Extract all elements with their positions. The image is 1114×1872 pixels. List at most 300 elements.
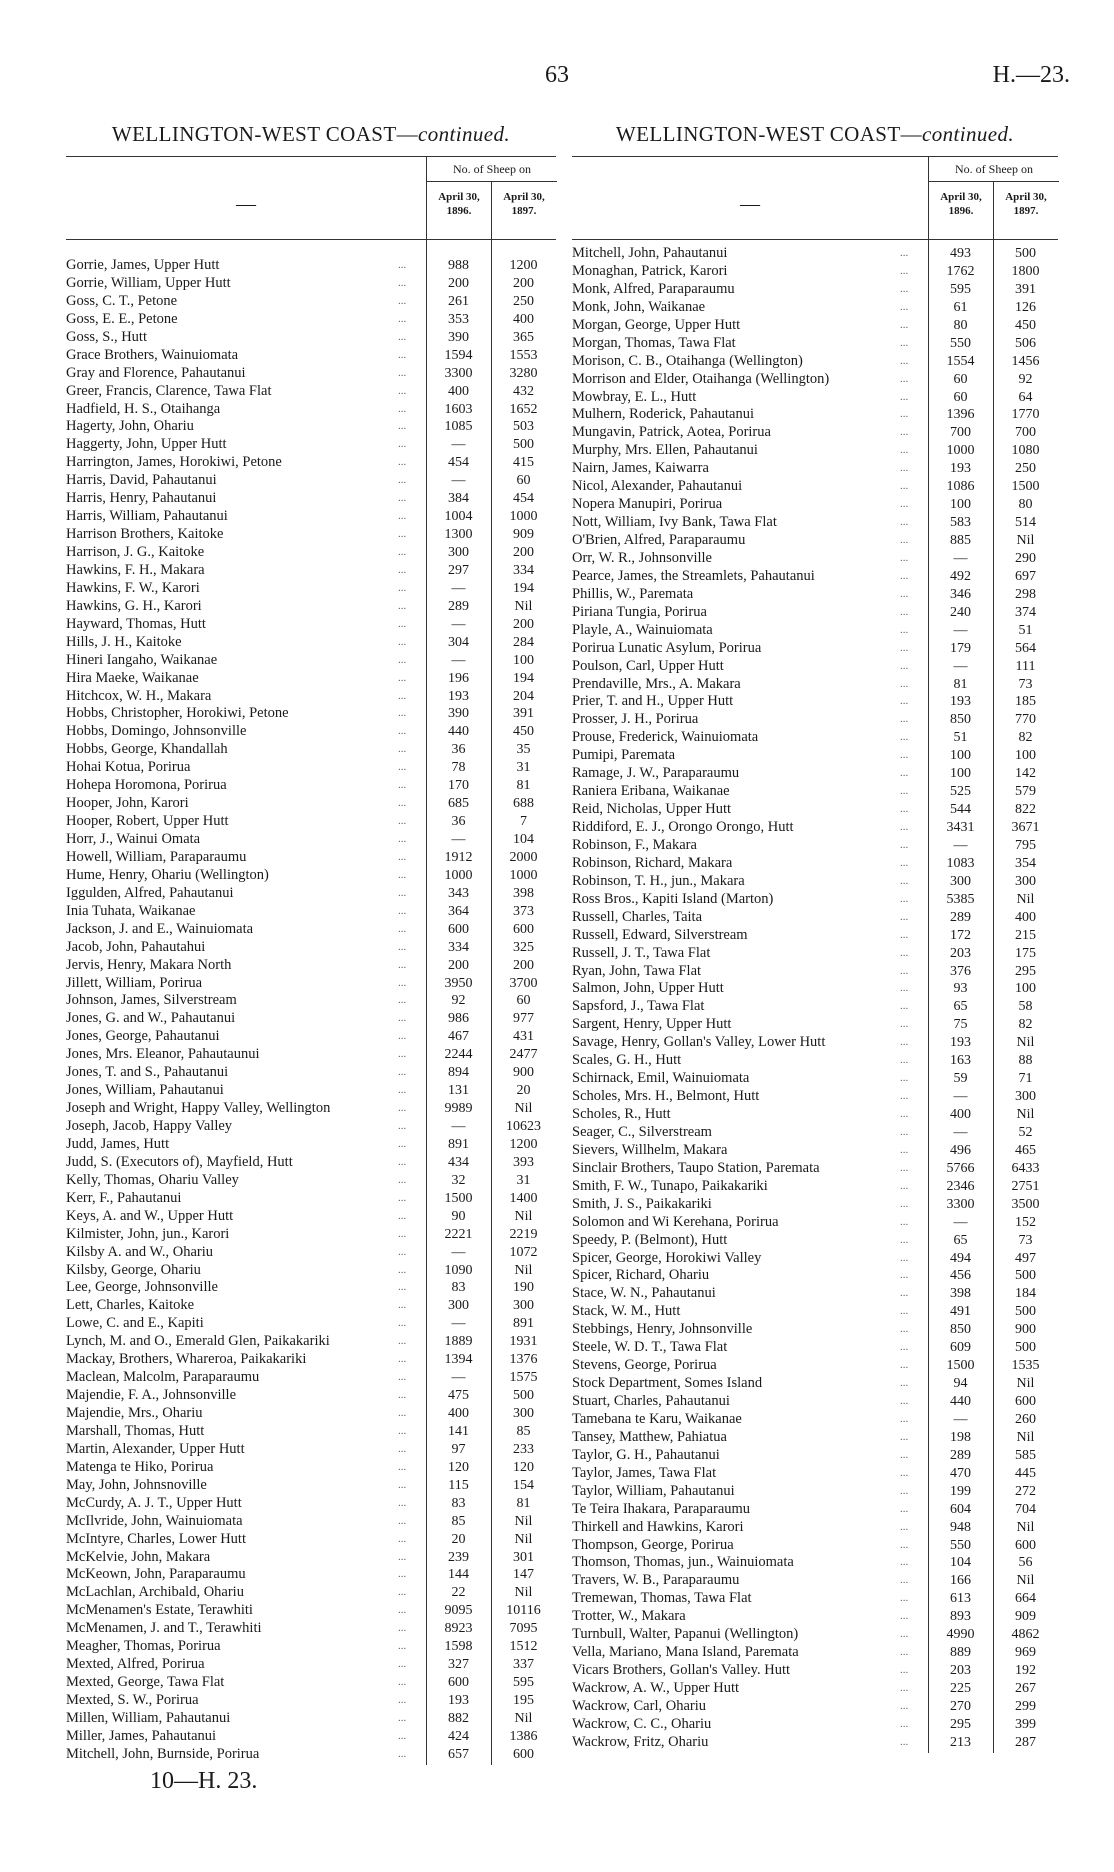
value-1896: 1500 xyxy=(444,1190,473,1206)
leader-dots: ... xyxy=(398,725,407,738)
row-name: Jones, Mrs. Eleanor, Pahautaunui xyxy=(66,1046,260,1063)
leader-dots: ... xyxy=(398,1120,407,1132)
table-row xyxy=(572,371,1058,389)
leader-dots: ... xyxy=(900,498,909,511)
table-row xyxy=(66,849,556,867)
value-1896: 3950 xyxy=(444,975,473,991)
value-1897: Nil xyxy=(514,1585,533,1601)
table-row xyxy=(66,1584,556,1602)
right-header-dash: — xyxy=(740,193,760,215)
leader-dots: ... xyxy=(398,833,407,845)
table-row xyxy=(572,1429,1058,1447)
row-name: Martin, Alexander, Upper Hutt xyxy=(66,1440,245,1457)
table-row xyxy=(572,1393,1058,1411)
table-row xyxy=(572,783,1058,801)
value-1897: 142 xyxy=(1015,766,1036,782)
row-name: Harris, William, Pahautanui xyxy=(66,508,228,525)
row-name: Monaghan, Patrick, Karori xyxy=(572,262,728,279)
value-1897: Nil xyxy=(1016,1035,1035,1051)
table-row xyxy=(66,1692,556,1710)
row-name: Mitchell, John, Pahautanui xyxy=(572,245,728,261)
row-name: Kerr, F., Pahautanui xyxy=(66,1189,182,1206)
value-1897: 909 xyxy=(513,527,534,543)
table-row xyxy=(572,1321,1058,1339)
row-name: Hobbs, Domingo, Johnsonville xyxy=(66,723,247,740)
row-name: McCurdy, A. J. T., Upper Hutt xyxy=(66,1494,242,1511)
value-1896: 213 xyxy=(950,1734,971,1750)
row-name: Jillett, William, Porirua xyxy=(66,974,203,991)
value-1897: 100 xyxy=(1015,981,1036,997)
value-1896: 1300 xyxy=(444,527,473,543)
table-row xyxy=(572,980,1058,998)
row-name: Raniera Eribana, Waikanae xyxy=(572,783,730,800)
row-name: McMenamen, J. and T., Terawhiti xyxy=(66,1620,262,1637)
left-table-body xyxy=(66,257,556,1764)
value-1896: 83 xyxy=(451,1280,466,1296)
leader-dots: ... xyxy=(398,1550,407,1563)
table-row xyxy=(66,436,556,454)
table-row xyxy=(572,658,1058,676)
value-1897: 514 xyxy=(1015,515,1036,531)
value-1896: 550 xyxy=(950,1537,971,1553)
row-name: Salmon, John, Upper Hutt xyxy=(572,980,724,997)
row-name: Pumipi, Paremata xyxy=(572,747,676,764)
row-name: Tamebana te Karu, Waikanae xyxy=(572,1410,742,1427)
value-1897: 250 xyxy=(513,293,534,309)
row-name: Goss, E. E., Petone xyxy=(66,310,178,327)
right-group-label: No. of Sheep on xyxy=(929,157,1059,182)
value-1896: 889 xyxy=(950,1645,971,1661)
value-1897: 497 xyxy=(1015,1250,1036,1266)
right-column xyxy=(572,122,1058,1752)
value-1897: 195 xyxy=(513,1693,534,1708)
row-name: Spicer, Richard, Ohariu xyxy=(572,1267,710,1284)
row-name: Russell, J. T., Tawa Flat xyxy=(572,944,711,961)
value-1896: 59 xyxy=(953,1071,968,1087)
value-1897: 10623 xyxy=(506,1119,541,1134)
table-row xyxy=(66,723,556,741)
row-name: Seager, C., Silverstream xyxy=(572,1123,712,1140)
value-1896: 550 xyxy=(950,335,971,351)
leader-dots: ... xyxy=(900,372,909,385)
leader-dots: ... xyxy=(398,1245,407,1258)
row-name: Savage, Henry, Gollan's Valley, Lower Hutt xyxy=(572,1034,826,1051)
value-1896: 163 xyxy=(950,1053,971,1069)
value-1896: 5766 xyxy=(946,1160,975,1176)
value-1896: 491 xyxy=(950,1304,971,1320)
row-name: Majendie, Mrs., Ohariu xyxy=(66,1405,203,1421)
table-row xyxy=(66,1369,556,1387)
row-name: Judd, S. (Executors of), Mayfield, Hutt xyxy=(66,1153,293,1170)
row-name: Stace, W. N., Pahautanui xyxy=(572,1285,716,1302)
table-row xyxy=(572,765,1058,783)
row-name: Harris, Henry, Pahautanui xyxy=(66,490,217,507)
value-1897: 1000 xyxy=(509,509,538,525)
value-1897: 3280 xyxy=(509,365,538,381)
leader-dots: ... xyxy=(900,1054,909,1067)
value-1896: 199 xyxy=(950,1483,971,1499)
value-1897: 415 xyxy=(513,455,534,471)
row-name: Jervis, Henry, Makara North xyxy=(66,956,232,973)
value-1896: 2221 xyxy=(444,1226,473,1242)
value-1896: 51 xyxy=(953,730,968,746)
table-row xyxy=(66,1118,556,1136)
value-1897: 184 xyxy=(1015,1286,1036,1302)
value-1896: 1598 xyxy=(444,1639,473,1655)
row-name: Sargent, Henry, Upper Hutt xyxy=(572,1016,732,1033)
value-1897: Nil xyxy=(1016,1107,1035,1122)
value-1896: 1762 xyxy=(946,263,975,279)
value-1896: — xyxy=(953,1089,968,1105)
table-row xyxy=(66,939,556,957)
leader-dots: ... xyxy=(398,1066,407,1079)
row-name: Hadfield, H. S., Otaihanga xyxy=(66,400,221,417)
value-1896: 200 xyxy=(448,275,469,291)
leader-dots: ... xyxy=(900,1646,909,1659)
leader-dots: ... xyxy=(900,1592,909,1605)
table-row xyxy=(572,676,1058,694)
value-1896: 1083 xyxy=(946,855,975,871)
leader-dots: ... xyxy=(900,1377,909,1390)
value-1897: Nil xyxy=(1016,533,1035,548)
leader-dots: ... xyxy=(398,922,407,935)
table-row xyxy=(572,281,1058,299)
value-1896: 456 xyxy=(950,1268,971,1284)
table-row xyxy=(572,478,1058,496)
row-name: Horr, J., Wainui Omata xyxy=(66,831,201,847)
value-1897: 6433 xyxy=(1011,1160,1040,1176)
leader-dots: ... xyxy=(900,946,909,959)
table-row xyxy=(66,1028,556,1046)
leader-dots: ... xyxy=(900,264,909,277)
value-1897: 600 xyxy=(513,1746,534,1762)
value-1897: 393 xyxy=(513,1154,534,1170)
row-name: Mulhern, Roderick, Pahautanui xyxy=(572,406,755,423)
value-1897: 200 xyxy=(513,957,534,973)
value-1896: 141 xyxy=(448,1423,469,1439)
table-row xyxy=(66,1602,556,1620)
table-row xyxy=(66,1513,556,1531)
value-1896: 203 xyxy=(950,1663,971,1679)
row-name: Nott, William, Ivy Bank, Tawa Flat xyxy=(572,514,777,531)
row-name: Joseph, Jacob, Happy Valley xyxy=(66,1118,233,1134)
value-1896: 657 xyxy=(448,1746,469,1762)
table-row xyxy=(66,831,556,849)
table-row xyxy=(66,616,556,634)
table-row xyxy=(572,801,1058,819)
value-1897: 1512 xyxy=(509,1639,538,1655)
value-1897: 60 xyxy=(516,473,531,489)
value-1896: 36 xyxy=(451,814,466,830)
table-row xyxy=(66,670,556,688)
row-name: Morgan, Thomas, Tawa Flat xyxy=(572,334,736,351)
leader-dots: ... xyxy=(398,1658,407,1671)
leader-dots: ... xyxy=(900,480,909,493)
table-row xyxy=(66,508,556,526)
row-name: Stack, W. M., Hutt xyxy=(572,1303,681,1320)
value-1897: 82 xyxy=(1018,1017,1033,1033)
row-name: Tremewan, Thomas, Tawa Flat xyxy=(572,1590,752,1607)
value-1897: 120 xyxy=(513,1459,534,1475)
page-number: 63 xyxy=(545,62,569,88)
table-row xyxy=(572,1447,1058,1465)
table-row xyxy=(572,729,1058,747)
leader-dots: ... xyxy=(398,1191,407,1204)
row-name: Scholes, Mrs. H., Belmont, Hutt xyxy=(572,1088,760,1105)
right-col-1897-header: April 30, 1897. xyxy=(993,182,1058,239)
value-1896: — xyxy=(451,1370,466,1386)
value-1896: 440 xyxy=(950,1394,971,1409)
leader-dots: ... xyxy=(900,1197,909,1210)
value-1896: 327 xyxy=(448,1657,469,1673)
row-name: Vella, Mariano, Mana Island, Paremata xyxy=(572,1644,799,1661)
value-1896: 304 xyxy=(448,634,469,650)
table-row xyxy=(66,1010,556,1028)
row-name: Inia Tuhata, Waikanae xyxy=(66,902,196,919)
value-1897: 579 xyxy=(1015,784,1036,800)
row-name: Sinclair Brothers, Taupo Station, Paremata xyxy=(572,1159,820,1176)
table-row xyxy=(572,299,1058,317)
value-1896: — xyxy=(953,1124,968,1140)
value-1897: 1000 xyxy=(509,867,538,883)
leader-dots: ... xyxy=(900,1682,909,1694)
leader-dots: ... xyxy=(900,354,909,367)
table-row xyxy=(572,1608,1058,1626)
leader-dots: ... xyxy=(398,1030,407,1043)
value-1897: Nil xyxy=(514,1101,533,1117)
leader-dots: ... xyxy=(900,821,909,833)
value-1897: 891 xyxy=(513,1316,534,1332)
table-row xyxy=(572,1465,1058,1483)
value-1897: 51 xyxy=(1018,622,1033,638)
leader-dots: ... xyxy=(900,785,909,798)
row-name: Lynch, M. and O., Emerald Glen, Paikakariki xyxy=(66,1333,330,1350)
leader-dots: ... xyxy=(398,1478,407,1491)
value-1896: 3431 xyxy=(946,820,975,835)
row-name: Jones, William, Pahautanui xyxy=(66,1082,224,1099)
table-row xyxy=(572,317,1058,335)
leader-dots: ... xyxy=(398,1442,407,1455)
table-row xyxy=(66,634,556,652)
row-name: Taylor, James, Tawa Flat xyxy=(572,1464,717,1481)
value-1897: 399 xyxy=(1015,1716,1036,1732)
value-1896: 850 xyxy=(950,1322,971,1338)
row-name: Solomon and Wi Kerehana, Porirua xyxy=(572,1213,779,1230)
value-1896: 90 xyxy=(451,1208,466,1224)
row-name: Harris, David, Pahautanui xyxy=(66,472,217,489)
row-name: Prier, T. and H., Upper Hutt xyxy=(572,693,734,710)
value-1897: Nil xyxy=(514,1710,533,1726)
leader-dots: ... xyxy=(398,438,407,451)
right-table-header xyxy=(572,156,1058,240)
row-name: Johnson, James, Silverstream xyxy=(66,992,237,1009)
row-name: Marshall, Thomas, Hutt xyxy=(66,1422,205,1439)
value-1897: 299 xyxy=(1015,1698,1036,1714)
value-1897: 233 xyxy=(513,1441,534,1457)
value-1897: 900 xyxy=(513,1065,534,1081)
table-row xyxy=(66,957,556,975)
table-row xyxy=(66,777,556,795)
row-name: McKelvie, John, Makara xyxy=(66,1548,211,1565)
row-name: Reid, Nicholas, Upper Hutt xyxy=(572,801,732,818)
leader-dots: ... xyxy=(398,1568,407,1581)
table-row xyxy=(66,1190,556,1208)
value-1896: 364 xyxy=(448,903,469,919)
value-1896: — xyxy=(451,437,466,453)
value-1896: — xyxy=(451,580,466,596)
leader-dots: ... xyxy=(900,1395,909,1407)
leader-dots: ... xyxy=(398,1173,407,1186)
value-1896: 2244 xyxy=(444,1047,473,1063)
table-row xyxy=(66,1549,556,1567)
value-1897: 295 xyxy=(1015,963,1036,979)
leader-dots: ... xyxy=(900,1628,909,1641)
leader-dots: ... xyxy=(398,384,407,397)
value-1896: 93 xyxy=(953,981,968,997)
row-name: Russell, Charles, Taita xyxy=(572,908,703,925)
value-1897: 1770 xyxy=(1011,407,1040,423)
leader-dots: ... xyxy=(900,1610,909,1623)
row-name: Stevens, George, Porirua xyxy=(572,1357,717,1374)
value-1897: 373 xyxy=(513,903,534,919)
row-name: May, John, Johnsnoville xyxy=(66,1476,207,1493)
value-1897: 192 xyxy=(1015,1663,1036,1679)
value-1897: 445 xyxy=(1015,1465,1036,1481)
table-row xyxy=(66,1495,556,1513)
row-name: Piriana Tungia, Porirua xyxy=(572,603,707,620)
leader-dots: ... xyxy=(900,1448,909,1461)
row-name: Mungavin, Patrick, Aotea, Porirua xyxy=(572,424,771,441)
value-1896: 492 xyxy=(950,568,971,584)
table-row xyxy=(66,652,556,670)
leader-dots: ... xyxy=(398,276,407,289)
table-row xyxy=(572,909,1058,927)
row-name: Taylor, William, Pahautanui xyxy=(572,1482,735,1499)
leader-dots: ... xyxy=(398,1371,407,1384)
value-1897: 795 xyxy=(1015,837,1036,853)
value-1897: 52 xyxy=(1018,1124,1033,1140)
value-1896: 1889 xyxy=(444,1334,473,1350)
leader-dots: ... xyxy=(398,958,407,971)
row-name: Hagerty, John, Ohariu xyxy=(66,418,194,435)
row-name: Porirua Lunatic Asylum, Porirua xyxy=(572,639,762,656)
value-1896: 131 xyxy=(448,1083,469,1099)
table-row xyxy=(66,1315,556,1333)
leader-dots: ... xyxy=(398,528,407,541)
value-1896: 494 xyxy=(950,1250,971,1266)
value-1896: 1085 xyxy=(444,419,473,435)
column-rule xyxy=(491,240,492,1765)
value-1897: 100 xyxy=(1015,748,1036,764)
value-1896: 2346 xyxy=(946,1178,975,1194)
value-1897: Nil xyxy=(1016,1376,1035,1392)
leader-dots: ... xyxy=(900,623,909,636)
table-row xyxy=(572,1267,1058,1285)
value-1896: 8923 xyxy=(444,1621,473,1637)
leader-dots: ... xyxy=(398,868,407,881)
table-row xyxy=(572,891,1058,909)
value-1897: 60 xyxy=(516,993,531,1009)
value-1896: 120 xyxy=(448,1459,469,1475)
leader-dots: ... xyxy=(900,408,909,421)
row-name: Prosser, J. H., Porirua xyxy=(572,711,699,728)
leader-dots: ... xyxy=(398,1424,407,1437)
row-name: Morgan, George, Upper Hutt xyxy=(572,316,741,333)
value-1897: 450 xyxy=(1015,317,1036,333)
row-name: Hawkins, F. W., Karori xyxy=(66,579,200,596)
value-1896: 179 xyxy=(950,640,971,656)
value-1896: 400 xyxy=(950,1107,971,1122)
row-name: Kelly, Thomas, Ohariu Valley xyxy=(66,1171,239,1188)
leader-dots: ... xyxy=(398,1676,407,1689)
value-1897: 10116 xyxy=(506,1603,541,1619)
table-row xyxy=(572,873,1058,891)
value-1896: 384 xyxy=(448,491,469,507)
value-1897: 31 xyxy=(516,760,531,776)
value-1897: 88 xyxy=(1018,1053,1033,1069)
value-1897: 600 xyxy=(513,921,534,937)
value-1896: 193 xyxy=(950,694,971,710)
value-1897: 1376 xyxy=(509,1352,538,1368)
table-row xyxy=(572,1537,1058,1555)
value-1896: 60 xyxy=(953,371,968,387)
leader-dots: ... xyxy=(398,1747,407,1760)
value-1897: 1575 xyxy=(509,1370,538,1386)
value-1897: 100 xyxy=(513,652,534,668)
row-name: Haggerty, John, Upper Hutt xyxy=(66,436,227,453)
leader-dots: ... xyxy=(398,563,407,576)
table-row xyxy=(66,562,556,580)
table-row xyxy=(66,347,556,365)
value-1896: 353 xyxy=(448,311,469,327)
leader-dots: ... xyxy=(900,1341,909,1354)
table-row xyxy=(66,526,556,544)
table-row xyxy=(572,1572,1058,1590)
leader-dots: ... xyxy=(398,886,407,899)
value-1896: 948 xyxy=(950,1519,971,1535)
value-1897: 300 xyxy=(1015,1089,1036,1105)
value-1896: 289 xyxy=(950,909,971,925)
row-name: Goss, S., Hutt xyxy=(66,328,147,345)
row-name: Maclean, Malcolm, Paraparaumu xyxy=(66,1369,260,1386)
value-1896: 81 xyxy=(953,676,968,692)
table-row xyxy=(572,1680,1058,1698)
leader-dots: ... xyxy=(900,569,909,582)
value-1897: 200 xyxy=(513,275,534,291)
row-name: McIlvride, John, Wainuiomata xyxy=(66,1512,243,1529)
leader-dots: ... xyxy=(398,850,407,863)
table-row xyxy=(572,442,1058,460)
table-row xyxy=(66,885,556,903)
row-name: Hohepa Horomona, Porirua xyxy=(66,777,227,794)
table-row xyxy=(66,813,556,831)
value-1897: 7 xyxy=(520,814,527,830)
table-row xyxy=(572,353,1058,371)
table-row xyxy=(66,1405,556,1423)
value-1896: 83 xyxy=(451,1495,466,1511)
table-row xyxy=(66,383,556,401)
table-row xyxy=(572,1088,1058,1106)
value-1897: 260 xyxy=(1015,1411,1036,1427)
table-row xyxy=(66,1226,556,1244)
table-row xyxy=(572,389,1058,407)
value-1896: 850 xyxy=(950,712,971,728)
table-row xyxy=(66,1531,556,1549)
row-name: Jacob, John, Pahautahui xyxy=(66,938,206,955)
row-name: Ross Bros., Kapiti Island (Marton) xyxy=(572,890,774,907)
row-name: Phillis, W., Paremata xyxy=(572,585,694,602)
leader-dots: ... xyxy=(900,713,909,726)
